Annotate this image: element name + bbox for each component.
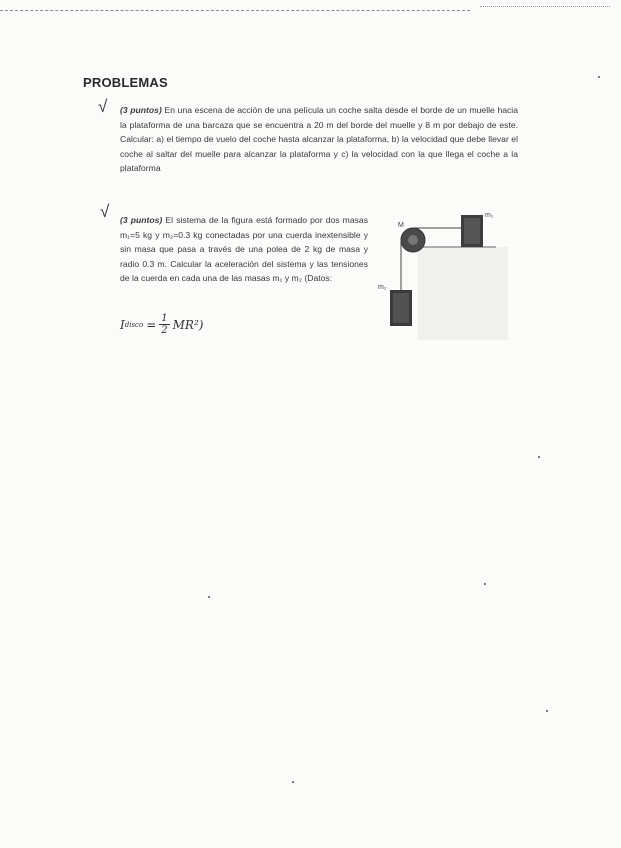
scan-speck [538,456,540,458]
scan-top-border [0,10,470,11]
problem-1-text: En una escena de acción de una película un coche salta desde el borde de un muelle hacia la plataforma de una barcaza que se encuentra a 20 m del borde del muelle y 8 m por debajo de este. Calcular: a) el tiempo de vuelo del coche hasta alcanzar la plataforma, b) la velocidad que debe llevar el coche al saltar del muelle para alcanzar la plataforma y c) la velocidad con la que llega el coche a la plataforma [120,105,518,174]
formula-lhs: I [120,317,125,332]
scan-speck [598,76,600,78]
checkmark-icon: √ [100,202,110,221]
formula-subscript: disco [124,320,144,329]
mass-m1-shade [464,218,480,244]
section-heading: PROBLEMAS [83,75,168,90]
problem-2-text: El sistema de la figura está formado por dos masas m₁=5 kg y m₂=0.3 kg conectadas por una cuerda inextensible y sin masa que pasa a través de una polea de 2 kg de masa y radio 0.3 m. Calcular la aceleración del sistema y las tensiones de la cuerda en cada una de las masas m₁ y m₂ (Datos: [120,215,368,284]
formula-equals: = [146,317,157,332]
scan-top-border-right [480,6,610,7]
mass-m1-label: m₁ [485,212,494,219]
problem-1-points: (3 puntos) [120,105,162,115]
pulley-hub [408,235,418,245]
problem-1 [120,103,518,176]
formula-rhs: MR² [172,317,199,332]
table-surface [418,247,508,340]
scan-speck [484,583,486,585]
mass-m2-label: m₂ [378,284,387,291]
problem-2-points: (3 puntos) [120,215,163,225]
pulley-diagram [378,205,508,340]
formula-fraction [159,313,169,336]
formula-close: ) [198,317,204,332]
pulley-label: M [398,222,404,229]
scan-speck [292,781,294,783]
scan-speck [546,710,548,712]
problem-2 [120,213,368,286]
moment-of-inertia-formula [120,313,203,336]
formula-denominator: 2 [161,325,168,336]
checkmark-icon: √ [98,97,108,116]
scan-speck [208,596,210,598]
formula-numerator: 1 [161,313,168,324]
mass-m2-shade [393,293,409,323]
